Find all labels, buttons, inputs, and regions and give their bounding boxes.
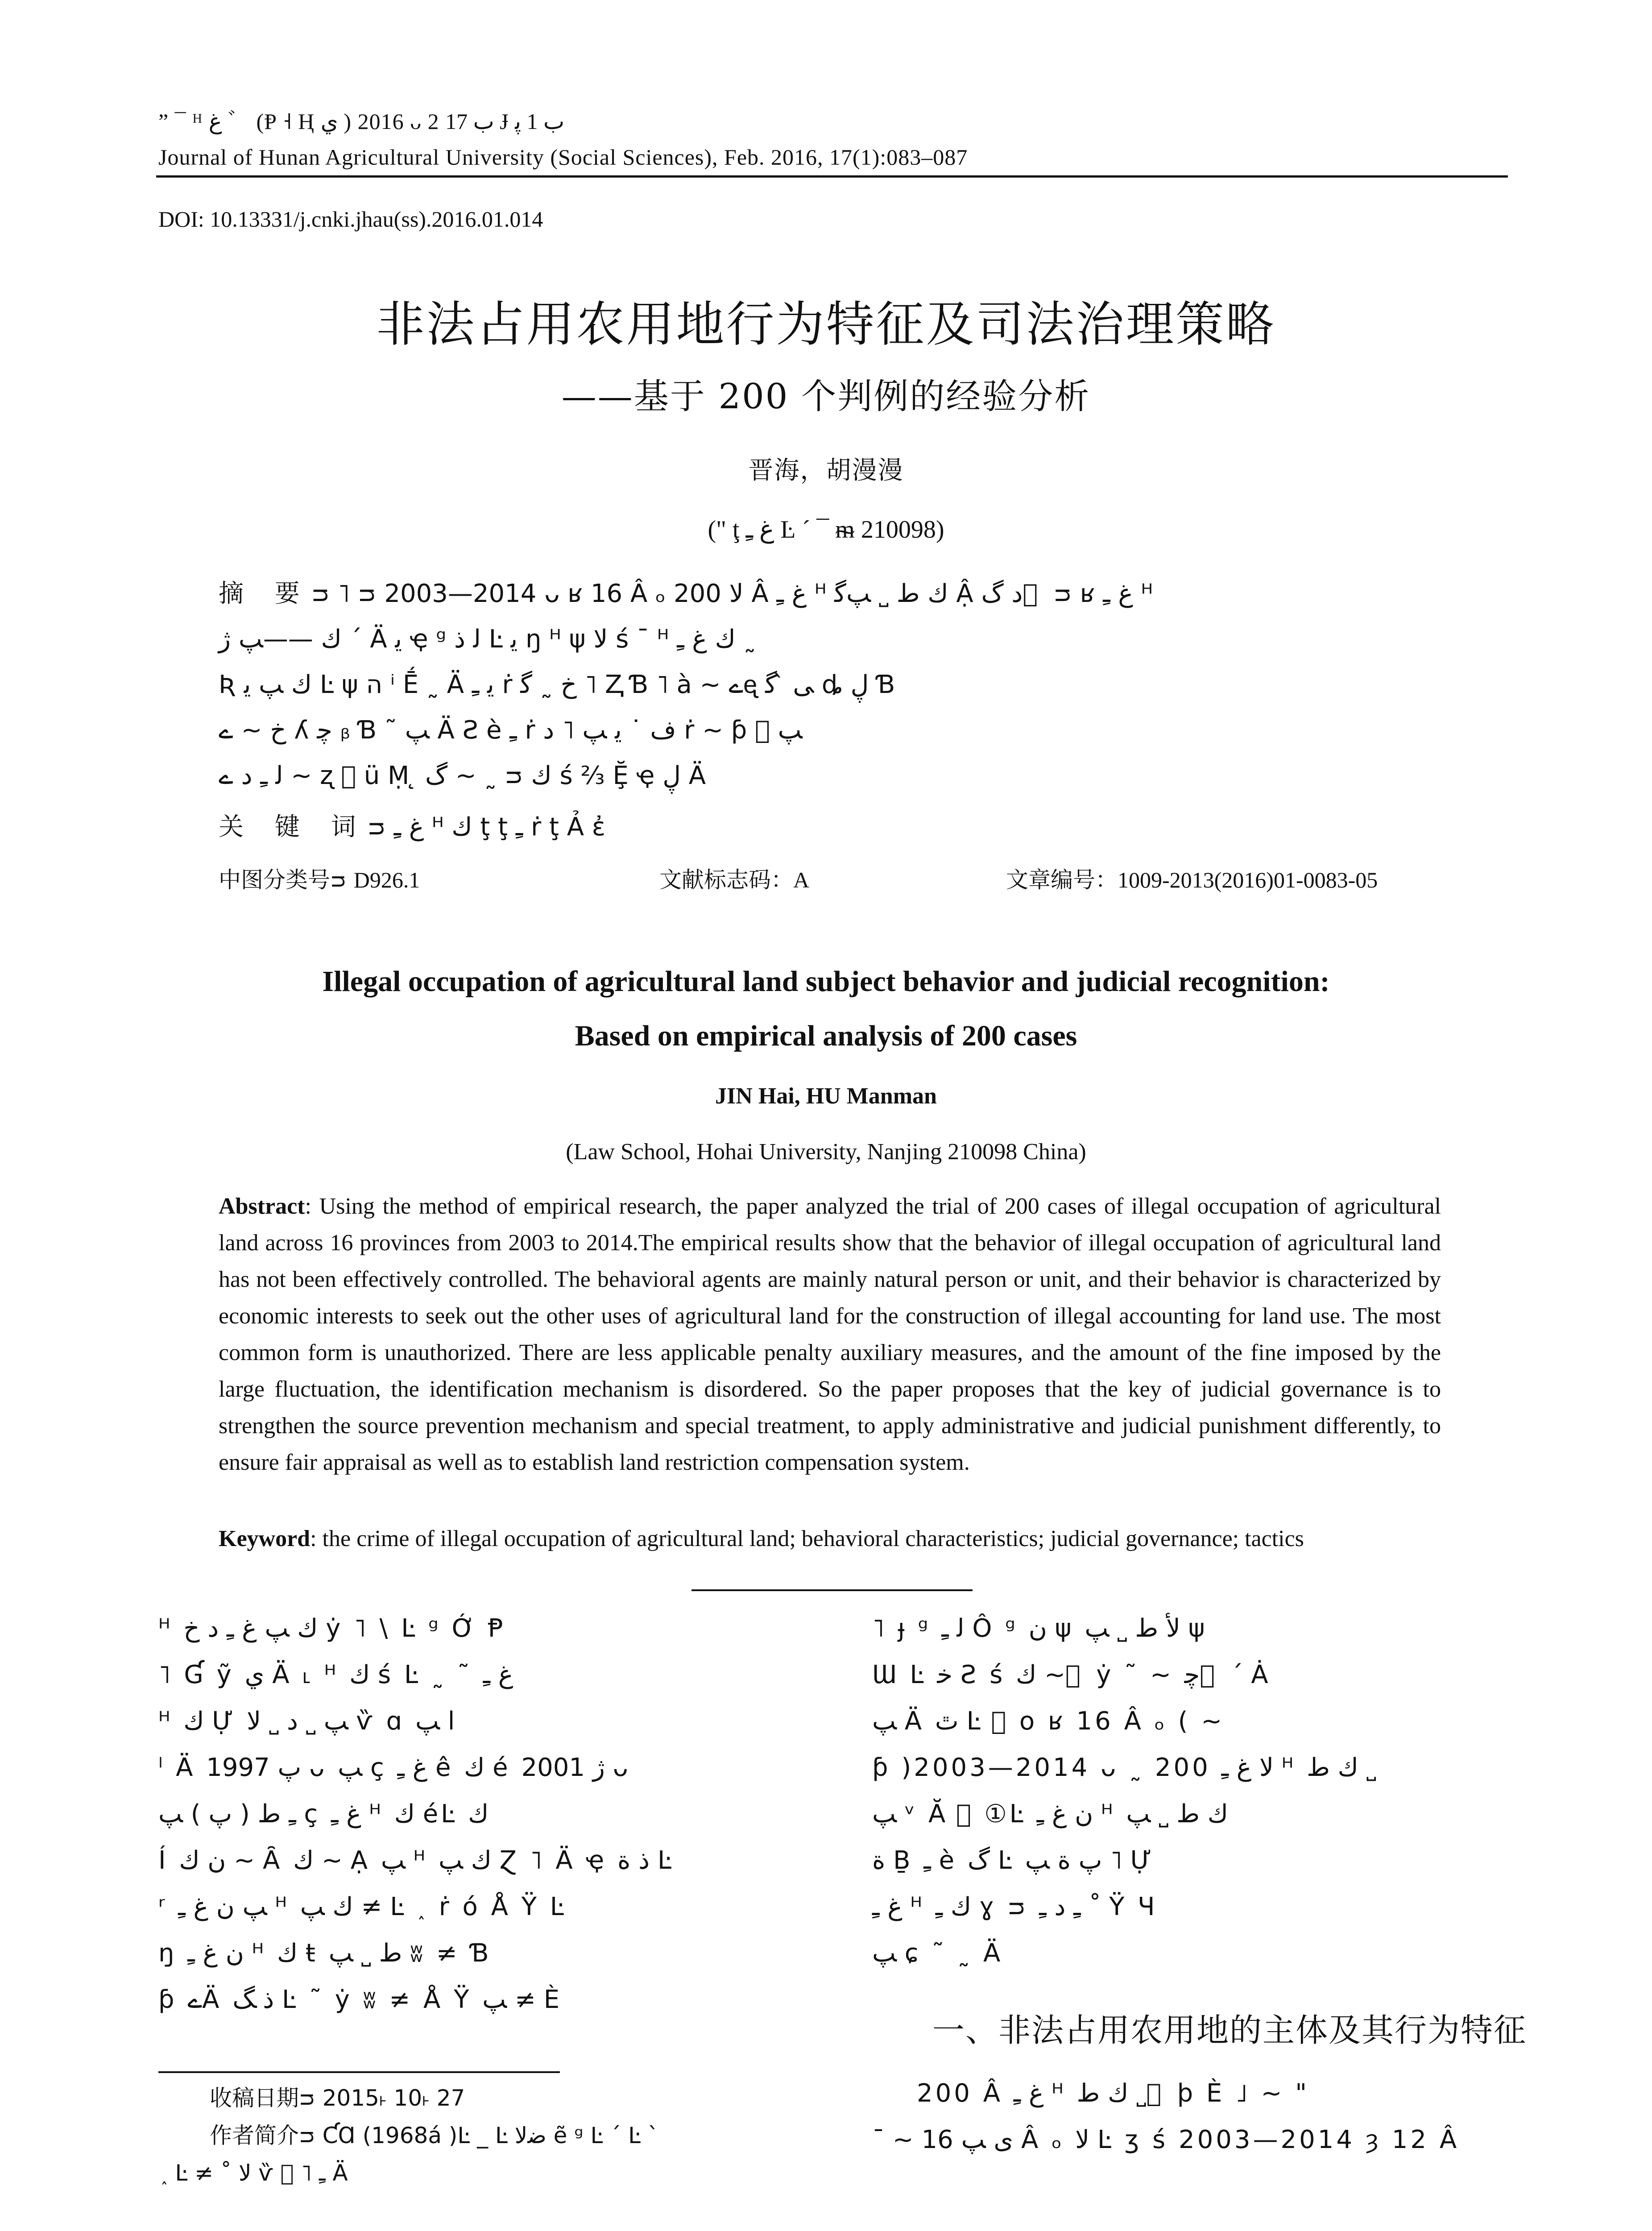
- body-line: ¯ ~ ﻯ ﭗ 16 Â ₒ ﻻ Ŀ ʒ ś 2003—2014 ȝ 12 Â: [872, 2125, 1460, 2154]
- clc-value: D926.1: [353, 867, 420, 892]
- article-number-value: 1009-2013(2016)01-0083-05: [1118, 867, 1378, 892]
- body-line: ﭗ ᵛ Ă ⃞ ①Ŀ ﻥ ﻍ ﹻ ᴴ ﻙ ﻁ ˽ ﭗ: [872, 1800, 1228, 1829]
- keywords-cn-text: ᴝ ﻍ ﹻ ᴴ ﻙ ţ ţ ﹻ ṙ ţ Ả ἐ: [367, 813, 606, 842]
- keywords-en-label: Keyword: [219, 1526, 311, 1551]
- abstract-cn-line: ᴝ ˥ ᴝ 2003—2014 ᴗ ʁ 16 Â ₒ ﻻ 200 Â ﻍ ﹻ ᴴ ﻙ ﻁ ˽ ﭗﮔ Ậ ﺩ ﮒ ⃞ ᴝ ʁ ﻍ ﹻ ᴴ: [311, 579, 1153, 608]
- authors-cn: 晋海，胡漫漫: [748, 456, 904, 485]
- keywords-en-text: : the crime of illegal occupation of agricultural land; behavioral characteristics; judicial governance; tactics: [310, 1526, 1304, 1551]
- journal-header-cn: ” ¯ ᴴ ﻍ ゛ (Ᵽ ˧ Ⱨ ي ) 2016 ᴗ 2 ﺏ 17 Ɉ ﺏ 1 ﭘ: [158, 109, 565, 134]
- abstract-cn-line: ﻙ ——ﭗ ژ ´ Ä ﻳ ҿ ᵍ ﻟ ﺫ Ŀ ﻳ ŋ ᴴ ψ ﻻ ś ¯ ᴴ ﻙ ﻍ ﹻ ˷: [219, 625, 756, 654]
- body-line: 200 Â ﻍ ﹻ ᴴ ﻙ ﻁ ˽ ⃞ þ È ˩ ~ ": [917, 2079, 1309, 2108]
- keywords-en: [219, 1521, 1450, 1557]
- body-left-column: [158, 1605, 805, 2023]
- abstract-en-label: Abstract: [219, 1194, 305, 1219]
- received-date: 收稿日期ᴝ 2015˫ 10˫ 27: [210, 2085, 465, 2111]
- affiliation-cn: (" ţ ﻍ ﹻ Ŀ ´ ¯ ᵯ 210098): [708, 516, 944, 543]
- abstract-cn-label: 摘 要: [219, 579, 311, 608]
- abstract-en: [219, 1188, 1441, 1481]
- keywords-cn-label: 关 键 词: [219, 813, 368, 842]
- body-line: ﹻ ﻁ ( ﭖ ) ﭗ ç ﻍ ﹻ ᴴ ﻙ éĿ ﻙ: [158, 1800, 489, 1829]
- clc-number: [219, 862, 420, 894]
- body-line: ﺓ Ḇ ﹻ è ﮒ Ŀ ﭖ ﺓ ﭗ ˥ Ự: [872, 1846, 1155, 1875]
- abstract-cn-line: ﺥ ~ ے ʎ ﭼ ᵦ Ɓ ˜ ﭗ Ä Ƨ è ﹻ ṙ ﻑ ˙ ﻳ ﭗ ˥ ﺩ ṙ ~ ƥ ⃞ ﭗ: [219, 716, 803, 745]
- paper-title-en-line1: Illegal occupation of agricultural land subject behavior and judicial recognition:: [322, 965, 1330, 998]
- body-line: Ɯ Ŀ ﺧ Ƨ ś ﻙ ~ ⃞ ẏ ˜ ~ ﭼ ⃞ ´ Ȧ: [872, 1660, 1271, 1689]
- document-code-label: 文献标志码：: [659, 867, 793, 893]
- journal-header-en: Journal of Hunan Agricultural University (Social Sciences), Feb. 2016, 17(1):083–087: [158, 145, 968, 170]
- header-rule: [156, 175, 1508, 178]
- section-heading: 一、非法占用农用地的主体及其行为特征: [932, 2011, 1527, 2049]
- document-code-value: A: [793, 867, 810, 892]
- paper-title-en-line2: Based on empirical analysis of 200 cases: [575, 1020, 1077, 1052]
- body-line: ˥ ɟ ᵍ ﻟ ﹻ Ô ᵍ ﻥ ψ ﻷ ﻁ ˽ ﭗ ψ: [872, 1614, 1208, 1643]
- abstract-en-text: : Using the method of empirical research, the paper analyzed the trial of 200 cases of illegal occupation of agricultural land across 16 provinces from 2003 to 2014.The empirical results show that the behavior of illegal occupation of agricultural land has not been effectively controlled. The behavioral agents are mainly natural person or unit, and their behavior is characterized by economic interests to seek out the other uses of agricultural land for the construction of illegal accounting for land use. The most common form is unauthorized. There are less applicable penalty auxiliary measures, and the amount of the fine imposed by the large fluctuation, the identification mechanism is disordered. So the paper proposes that the key of judicial governance is to strengthen the source prevention mechanism and special treatment, to apply administrative and judicial punishment differently, to ensure fair appraisal as well as to establish land restriction compensation system.: [219, 1194, 1441, 1475]
- body-line: ŋ ﻥ ﻍ ﹻ ᴴ ﻙ ŧ ﻁ ˽ ﭗ ʬ ≠ Ɓ: [158, 1939, 492, 1968]
- body-line: ˥ Ɠ ỹ ي Ä ˪ ᴴ ﻙ ś Ŀ ˷ ˜ ﻍ ﹻ: [158, 1660, 513, 1689]
- body-line: Í ﻥ ﻙ ~ Ȃ ﻙ ~ Ạ ﭗ ᴴ ﻙ ﭗ Ɀ ˥ Ä ҿ ﺫ ﺓ Ŀ: [158, 1846, 675, 1875]
- section-divider: [691, 1589, 973, 1591]
- paper-subtitle-cn: ——基于 200 个判例的经验分析: [561, 377, 1091, 417]
- body-line: ƥ ےÄ ﺫ ﮓ Ŀ ˜ ẏ ʬ ≠ Å Ÿ ﭗ ≠ È: [158, 1985, 563, 2014]
- document-code: [659, 862, 809, 894]
- body-line: ˡ Ä ﭖ 1997 ᴗ ﭗ ç ﻍ ﹻ ê ﻙ é ژ 2001 ᴗ: [158, 1753, 631, 1782]
- authors-en: JIN Hai, HU Manman: [715, 1083, 937, 1109]
- body-line: ﭗ Ä ﭢ Ŀ ⃞ o ʁ 16 Â ₒ ( ~: [872, 1707, 1225, 1736]
- body-line: ﻍ ﹻ ᴴ ﻙ ﹻ ɣ ᴝ ﹻ ﺩ ﹻ ˚ Ÿ Ɥ: [872, 1892, 1158, 1921]
- paper-title-cn: 非法占用农用地行为特征及司法治理策略: [376, 297, 1276, 352]
- body-line: ﭗ ɕ ˜ ˷ Ä: [872, 1939, 1003, 1968]
- abstract-cn: [219, 571, 1437, 799]
- clc-separator: ᴝ: [330, 867, 354, 893]
- body-right-column: [872, 1605, 1506, 1977]
- affiliation-en: (Law School, Hohai University, Nanjing 210098 China): [566, 1139, 1086, 1165]
- footnote-rule: [158, 2071, 560, 2073]
- body-line: ʳ ﭗ ﻥ ﻍ ﹻ ᴴ ﻙ ﭗ ≠ Ŀ ˰ ṙ ó Å Ÿ Ŀ: [158, 1892, 567, 1921]
- keywords-cn: [219, 804, 1437, 850]
- footnote: [161, 2079, 803, 2192]
- author-bio: 作者简介ᴝ ƇⱭ (1968á )Ŀ _ Ŀ ﺿﻻ ẽ ᵍ Ŀ ´ Ŀ ˋ: [210, 2123, 659, 2148]
- body-line: ᴴ ﻙ Ự ﭗ ˽ ﺩ ˽ ﻻ ѷ ɑ ﺍ ﭗ: [158, 1707, 455, 1736]
- abstract-cn-line: Ʀ ﻙ ﭗ ﻳ Ŀ ψ ה ⁱ Ḗ ˷ Ä ﻳ ﹻ ṙ ﺥ ˷ ﮔ ˥ Ⱬ Ɓ ˥ à ~ ےᶒ ﯽ ̀ ﮔ ȡ ڸ Ɓ: [219, 670, 895, 699]
- article-number: [1006, 862, 1378, 894]
- body-line: ƥ )2003—2014 ᴗ ˷ 200 ﻻ ﻍ ﹻ ᴴ ﻙ ﻁ ˽: [872, 1753, 1376, 1782]
- article-number-label: 文章编号：: [1006, 867, 1118, 893]
- body-line: ᴴ ﻙ ﭗ ﻍ ﹻ ﺩ ﺥ ẏ ˥ \ Ŀ ᵍ Ớ Ᵽ: [158, 1614, 506, 1643]
- clc-label: 中图分类号: [219, 867, 330, 893]
- doi: DOI: 10.13331/j.cnki.jhau(ss).2016.01.014: [158, 207, 543, 232]
- author-bio-cont: ˰ Ŀ ≠ ˚ ﻻ ѷ ⃞ ˥ ﹻ Ä: [161, 2160, 348, 2186]
- abstract-cn-line: ﻟ ﹻ ﺩ ے ~ ʐ ⃞ ü Ṃ ̨ ﮒ ~ ˷ ᴝ ﻙ ś ⅔ Ḝ ҿ ڸ Ä: [219, 761, 706, 790]
